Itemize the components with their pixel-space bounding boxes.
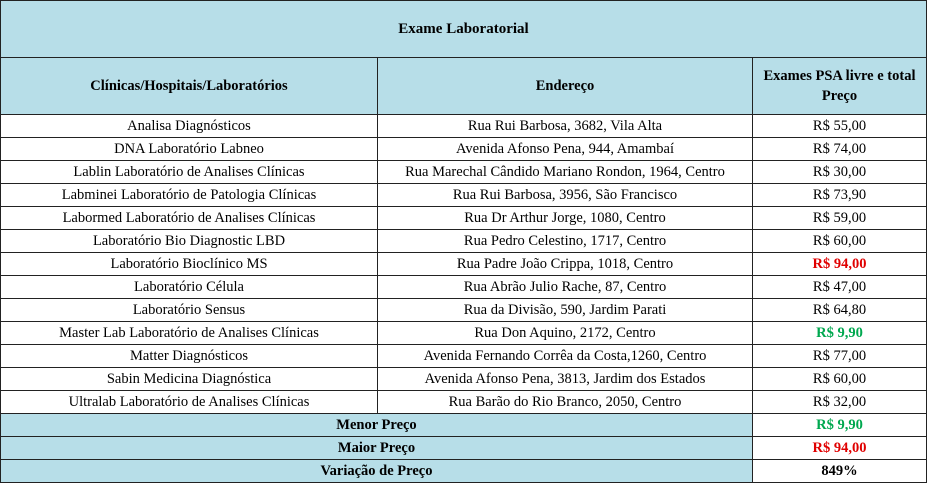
table-row: [1, 322, 927, 345]
column-header-clinic: Clínicas/Hospitais/Laboratórios: [1, 58, 378, 115]
table-row: [1, 184, 927, 207]
address-cell: Rua Abrão Julio Rache, 87, Centro: [378, 276, 753, 299]
min-price-label: Menor Preço: [1, 414, 753, 437]
clinic-cell: Sabin Medicina Diagnóstica: [1, 368, 378, 391]
clinic-cell: Laboratório Célula: [1, 276, 378, 299]
max-price-value: R$ 94,00: [753, 437, 927, 460]
price-cell-max: R$ 94,00: [753, 253, 927, 276]
price-cell: R$ 30,00: [753, 161, 927, 184]
price-cell: R$ 60,00: [753, 368, 927, 391]
address-cell: Rua Don Aquino, 2172, Centro: [378, 322, 753, 345]
table-row: [1, 276, 927, 299]
clinic-cell: Ultralab Laboratório de Analises Clínicas: [1, 391, 378, 414]
variation-label: Variação de Preço: [1, 460, 753, 483]
address-cell: Rua Barão do Rio Branco, 2050, Centro: [378, 391, 753, 414]
clinic-cell: Laboratório Bioclínico MS: [1, 253, 378, 276]
clinic-cell: Labormed Laboratório de Analises Clínicas: [1, 207, 378, 230]
price-cell: R$ 73,90: [753, 184, 927, 207]
table-row: [1, 161, 927, 184]
address-cell: Rua Padre João Crippa, 1018, Centro: [378, 253, 753, 276]
table-row: [1, 368, 927, 391]
address-cell: Rua da Divisão, 590, Jardim Parati: [378, 299, 753, 322]
address-cell: Rua Dr Arthur Jorge, 1080, Centro: [378, 207, 753, 230]
table-row: [1, 207, 927, 230]
price-cell: R$ 47,00: [753, 276, 927, 299]
table-row: [1, 115, 927, 138]
variation-value: 849%: [753, 460, 927, 483]
price-cell: R$ 64,80: [753, 299, 927, 322]
address-cell: Avenida Fernando Corrêa da Costa,1260, Centro: [378, 345, 753, 368]
column-header-row: [1, 58, 927, 115]
table-row: [1, 391, 927, 414]
clinic-cell: Laboratório Bio Diagnostic LBD: [1, 230, 378, 253]
summary-row-variation: [1, 460, 927, 483]
address-cell: Rua Pedro Celestino, 1717, Centro: [378, 230, 753, 253]
table-row: [1, 253, 927, 276]
table-row: [1, 138, 927, 161]
clinic-cell: Laboratório Sensus: [1, 299, 378, 322]
price-cell: R$ 59,00: [753, 207, 927, 230]
clinic-cell: Analisa Diagnósticos: [1, 115, 378, 138]
address-cell: Avenida Afonso Pena, 944, Amambaí: [378, 138, 753, 161]
table-row: [1, 230, 927, 253]
clinic-cell: Matter Diagnósticos: [1, 345, 378, 368]
price-cell: R$ 60,00: [753, 230, 927, 253]
price-cell: R$ 77,00: [753, 345, 927, 368]
title-row: [1, 1, 927, 58]
table-row: [1, 345, 927, 368]
min-price-value: R$ 9,90: [753, 414, 927, 437]
address-cell: Rua Rui Barbosa, 3682, Vila Alta: [378, 115, 753, 138]
table-row: [1, 299, 927, 322]
price-cell: R$ 55,00: [753, 115, 927, 138]
clinic-cell: DNA Laboratório Labneo: [1, 138, 378, 161]
table-title: Exame Laboratorial: [1, 1, 927, 58]
clinic-cell: Labminei Laboratório de Patologia Clínicas: [1, 184, 378, 207]
summary-row-max: [1, 437, 927, 460]
address-cell: Avenida Afonso Pena, 3813, Jardim dos Estados: [378, 368, 753, 391]
max-price-label: Maior Preço: [1, 437, 753, 460]
column-header-address: Endereço: [378, 58, 753, 115]
price-cell-min: R$ 9,90: [753, 322, 927, 345]
column-header-price: Exames PSA livre e total Preço: [753, 58, 927, 115]
address-cell: Rua Marechal Cândido Mariano Rondon, 1964, Centro: [378, 161, 753, 184]
summary-row-min: [1, 414, 927, 437]
price-cell: R$ 32,00: [753, 391, 927, 414]
price-cell: R$ 74,00: [753, 138, 927, 161]
address-cell: Rua Rui Barbosa, 3956, São Francisco: [378, 184, 753, 207]
clinic-cell: Master Lab Laboratório de Analises Clínicas: [1, 322, 378, 345]
clinic-cell: Lablin Laboratório de Analises Clínicas: [1, 161, 378, 184]
